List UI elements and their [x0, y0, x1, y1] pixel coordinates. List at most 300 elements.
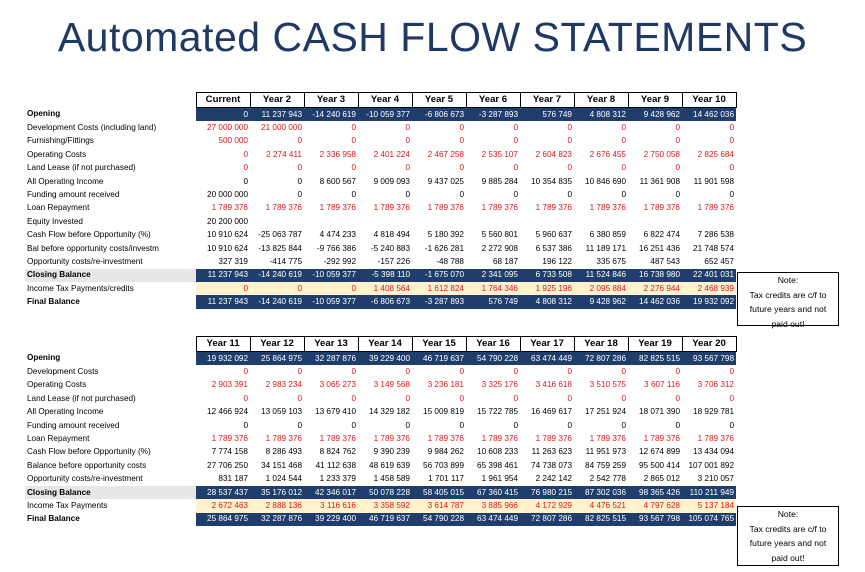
value-cell: 0 [729, 367, 734, 377]
value-cell: 10 910 624 [207, 243, 248, 253]
header-blank-cell [25, 337, 196, 352]
value-cell: 2 468 939 [682, 282, 736, 295]
row-label: Loan Repayment [27, 434, 90, 444]
value-cell: -14 240 619 [250, 269, 304, 282]
row-label: All Operating Income [27, 176, 104, 186]
value-cell: 11 524 846 [574, 269, 628, 282]
value-cell: 0 [675, 420, 680, 430]
value-cell: 16 469 617 [531, 407, 572, 417]
value-cell: 39 229 400 [304, 513, 358, 526]
row-label: All Operating Income [27, 407, 104, 417]
value-cell [358, 215, 412, 228]
value-cell: 11 361 908 [639, 176, 680, 186]
value-cell: 1 925 196 [520, 282, 574, 295]
value-cell: -13 825 844 [258, 243, 302, 253]
value-cell: 76 980 215 [520, 486, 574, 499]
value-cell: 2 542 778 [589, 474, 626, 484]
value-cell: 0 [405, 163, 410, 173]
value-cell: 32 287 876 [250, 513, 304, 526]
value-cell: 1 789 376 [535, 203, 572, 213]
value-cell: 50 078 228 [358, 486, 412, 499]
value-cell: 6 733 508 [520, 269, 574, 282]
value-cell: 11 263 623 [531, 447, 572, 457]
value-cell: 46 719 637 [358, 513, 412, 526]
table-row [25, 282, 736, 295]
value-cell: -25 063 787 [258, 230, 302, 240]
value-cell: 0 [621, 420, 626, 430]
value-cell: 2 272 908 [481, 243, 518, 253]
value-cell: 72 807 286 [574, 352, 628, 366]
table-row [25, 446, 736, 459]
value-cell: 16 251 436 [639, 243, 680, 253]
row-label: Cash Flow before Opportunity (%) [27, 230, 151, 240]
value-cell: -6 806 673 [358, 295, 412, 308]
header-blank-cell [25, 93, 196, 108]
year-header: Year 12 [250, 337, 304, 352]
value-cell: 17 251 924 [585, 407, 626, 417]
value-cell: 4 172 929 [520, 499, 574, 512]
year-header: Year 5 [412, 93, 466, 108]
row-label: Final Balance [27, 297, 80, 307]
value-cell: 0 [513, 393, 518, 403]
value-cell: 4 476 521 [574, 499, 628, 512]
row-label: Development Costs (including land) [27, 123, 157, 133]
value-cell: 3 885 966 [466, 499, 520, 512]
value-cell: 0 [621, 393, 626, 403]
value-cell: 196 122 [542, 256, 572, 266]
value-cell: 2 095 884 [574, 282, 628, 295]
table-row [25, 459, 736, 472]
value-cell: 1 789 376 [319, 434, 356, 444]
value-cell: 2 676 455 [589, 149, 626, 159]
value-cell: 0 [513, 420, 518, 430]
value-cell: 0 [459, 367, 464, 377]
value-cell: 0 [567, 190, 572, 200]
value-cell: 15 009 819 [423, 407, 464, 417]
value-cell: 14 462 036 [628, 295, 682, 308]
value-cell: 3 116 616 [304, 499, 358, 512]
value-cell: 0 [567, 163, 572, 173]
value-cell: 0 [567, 393, 572, 403]
value-cell: 5 960 637 [535, 230, 572, 240]
value-cell: 2 983 234 [265, 380, 302, 390]
value-cell: 1 789 376 [319, 203, 356, 213]
value-cell: 1 789 376 [535, 434, 572, 444]
value-cell: 1 789 376 [265, 434, 302, 444]
value-cell: -6 806 673 [412, 108, 466, 122]
value-cell: 0 [729, 190, 734, 200]
value-cell: 3 706 312 [697, 380, 734, 390]
value-cell: 11 951 973 [585, 447, 626, 457]
value-cell: 0 [621, 123, 626, 133]
table-row [25, 162, 736, 175]
value-cell: 0 [675, 367, 680, 377]
value-cell: 1 408 564 [358, 282, 412, 295]
value-cell: 3 358 592 [358, 499, 412, 512]
value-cell: 3 236 181 [427, 380, 464, 390]
value-cell: 1 701 117 [428, 474, 464, 484]
value-cell: 1 789 376 [589, 203, 626, 213]
table-row [25, 295, 736, 308]
value-cell: 3 510 575 [589, 380, 626, 390]
value-cell: 1 458 589 [373, 474, 410, 484]
year-header: Year 7 [520, 93, 574, 108]
year-header: Year 8 [574, 93, 628, 108]
value-cell: 2 672 463 [196, 499, 250, 512]
value-cell: 3 614 787 [412, 499, 466, 512]
value-cell: 11 237 943 [196, 269, 250, 282]
value-cell: 7 286 538 [697, 230, 734, 240]
table-row [25, 269, 736, 282]
value-cell: 4 818 494 [373, 230, 410, 240]
value-cell: 0 [405, 367, 410, 377]
value-cell: 6 822 474 [643, 230, 680, 240]
row-label: Income Tax Payments/credits [27, 283, 134, 293]
row-label: Opening [27, 353, 61, 363]
cash-flow-table-years-11-20 [25, 336, 737, 526]
year-header: Year 20 [682, 337, 736, 352]
value-cell: 84 759 259 [585, 460, 626, 470]
year-header: Year 16 [466, 337, 520, 352]
value-cell: 10 910 624 [207, 230, 248, 240]
value-cell: -48 788 [436, 256, 464, 266]
year-header: Year 11 [196, 337, 250, 352]
value-cell: 3 149 568 [373, 380, 410, 390]
value-cell [682, 215, 736, 228]
value-cell: 0 [351, 420, 356, 430]
value-cell: 95 500 414 [639, 460, 680, 470]
row-label: Land Lease (if not purchased) [27, 393, 136, 403]
value-cell: 20 200 000 [207, 216, 248, 226]
year-header: Year 6 [466, 93, 520, 108]
value-cell: 1 789 376 [481, 203, 518, 213]
year-header: Year 4 [358, 93, 412, 108]
note-line: Tax credits are c/f to [749, 523, 827, 534]
value-cell: 0 [243, 367, 248, 377]
value-cell: 0 [297, 393, 302, 403]
table-row [25, 255, 736, 268]
value-cell: 0 [405, 420, 410, 430]
value-cell: 0 [513, 136, 518, 146]
value-cell [520, 215, 574, 228]
year-header: Year 19 [628, 337, 682, 352]
value-cell: 5 560 801 [481, 230, 518, 240]
value-cell: 22 401 031 [682, 269, 736, 282]
row-label: Operating Costs [27, 380, 87, 390]
note-line: Tax credits are c/f to [749, 289, 827, 300]
value-cell: 16 738 980 [628, 269, 682, 282]
value-cell: 1 789 376 [643, 203, 680, 213]
row-label: Bal before opportunity costs/investm [27, 243, 159, 253]
value-cell: 46 719 637 [412, 352, 466, 366]
value-cell: 1 789 376 [211, 203, 248, 213]
value-cell [628, 215, 682, 228]
value-cell: 0 [304, 282, 358, 295]
tax-note-bottom [737, 506, 839, 566]
value-cell: 0 [459, 123, 464, 133]
row-label: Furnishing/Fittings [27, 136, 94, 146]
value-cell: -14 240 619 [304, 108, 358, 122]
value-cell: 1 789 376 [427, 203, 464, 213]
value-cell: 0 [675, 123, 680, 133]
value-cell: -5 398 110 [358, 269, 412, 282]
row-label: Operating Costs [27, 149, 87, 159]
table-row [25, 486, 736, 499]
value-cell: 0 [243, 393, 248, 403]
value-cell: 10 354 835 [531, 176, 572, 186]
value-cell: 93 567 798 [628, 513, 682, 526]
cash-flow-table-years-1-10 [25, 92, 737, 309]
value-cell [304, 215, 358, 228]
value-cell: 11 237 943 [196, 295, 250, 308]
value-cell: 8 824 762 [319, 447, 356, 457]
value-cell: 327 319 [218, 256, 248, 266]
table-row [25, 379, 736, 392]
value-cell: 487 543 [650, 256, 680, 266]
value-cell: 0 [513, 190, 518, 200]
value-cell: 1 024 544 [265, 474, 302, 484]
value-cell: 8 286 493 [265, 447, 302, 457]
value-cell: 2 903 391 [211, 380, 248, 390]
value-cell: 0 [297, 163, 302, 173]
value-cell: 5 137 184 [682, 499, 736, 512]
row-label: Opportunity costs/re-investment [27, 474, 143, 484]
value-cell: 4 808 312 [574, 108, 628, 122]
value-cell: 4 808 312 [520, 295, 574, 308]
year-header-row [25, 93, 736, 108]
value-cell: 65 398 461 [477, 460, 518, 470]
value-cell: 68 187 [492, 256, 518, 266]
value-cell: 0 [196, 108, 250, 122]
value-cell: 63 474 449 [466, 513, 520, 526]
table-row [25, 499, 736, 512]
row-label: Opening [27, 109, 61, 119]
value-cell: -1 675 070 [412, 269, 466, 282]
year-header: Year 2 [250, 93, 304, 108]
value-cell: 11 237 943 [250, 108, 304, 122]
value-cell: 0 [405, 123, 410, 133]
value-cell: 21 000 000 [261, 123, 302, 133]
value-cell: 3 607 116 [644, 380, 680, 390]
value-cell: 0 [459, 393, 464, 403]
value-cell: 0 [351, 163, 356, 173]
value-cell: 8 600 567 [319, 176, 356, 186]
value-cell: -10 059 377 [358, 108, 412, 122]
table-row [25, 513, 736, 526]
value-cell: 0 [621, 367, 626, 377]
table-row [25, 352, 736, 366]
value-cell: 18 929 781 [693, 407, 734, 417]
value-cell: 0 [729, 123, 734, 133]
row-label: Land Lease (if not purchased) [27, 163, 136, 173]
value-cell: 0 [621, 163, 626, 173]
value-cell: 3 325 176 [481, 380, 518, 390]
table-row [25, 406, 736, 419]
value-cell: 56 703 899 [423, 460, 464, 470]
value-cell: 0 [729, 393, 734, 403]
value-cell: 1 789 376 [481, 434, 518, 444]
note-heading: Note: [777, 509, 799, 519]
year-header: Year 9 [628, 93, 682, 108]
value-cell: 105 074 765 [682, 513, 736, 526]
value-cell: 58 405 015 [412, 486, 466, 499]
value-cell: 19 932 092 [682, 295, 736, 308]
value-cell: 11 901 598 [693, 176, 734, 186]
value-cell: 831 187 [218, 474, 248, 484]
value-cell: 4 474 233 [319, 230, 356, 240]
value-cell: -3 287 893 [466, 108, 520, 122]
value-cell: 63 474 449 [520, 352, 574, 366]
value-cell: 0 [459, 163, 464, 173]
value-cell: 14 329 182 [369, 407, 410, 417]
page-title: Automated CASH FLOW STATEMENTS [57, 14, 808, 60]
value-cell: 2 825 684 [697, 149, 734, 159]
table-row [25, 365, 736, 378]
value-cell: 2 467 258 [427, 149, 464, 159]
value-cell: 3 065 273 [319, 380, 356, 390]
value-cell: 9 885 284 [481, 176, 518, 186]
value-cell [466, 215, 520, 228]
value-cell: 67 360 415 [466, 486, 520, 499]
value-cell: 500 000 [218, 136, 248, 146]
value-cell: 1 789 376 [373, 434, 410, 444]
note-line: paid out! [771, 318, 805, 329]
value-cell: -9 766 386 [316, 243, 356, 253]
value-cell: 10 608 233 [477, 447, 518, 457]
value-cell: 0 [513, 123, 518, 133]
value-cell: 0 [351, 393, 356, 403]
value-cell: 27 000 000 [207, 123, 248, 133]
value-cell: 93 567 798 [682, 352, 736, 366]
value-cell: 4 797 628 [628, 499, 682, 512]
value-cell: 0 [567, 136, 572, 146]
value-cell: 1 789 376 [697, 434, 734, 444]
value-cell: 28 537 437 [196, 486, 250, 499]
year-header: Year 3 [304, 93, 358, 108]
value-cell: 9 984 262 [427, 447, 464, 457]
value-cell: -1 626 281 [424, 243, 464, 253]
table-row [25, 215, 736, 228]
value-cell: 0 [459, 190, 464, 200]
value-cell: 54 790 228 [412, 513, 466, 526]
note-heading: Note: [777, 275, 799, 285]
value-cell: 35 176 012 [250, 486, 304, 499]
value-cell: -3 287 893 [412, 295, 466, 308]
value-cell: 0 [675, 393, 680, 403]
value-cell: 0 [243, 176, 248, 186]
value-cell: 25 864 975 [250, 352, 304, 366]
value-cell: 0 [405, 393, 410, 403]
value-cell: 9 428 962 [574, 295, 628, 308]
value-cell: 2 750 058 [643, 149, 680, 159]
value-cell: 82 825 515 [574, 513, 628, 526]
row-label: Funding amount received [27, 190, 120, 200]
table-row [25, 419, 736, 432]
value-cell: 72 807 286 [520, 513, 574, 526]
value-cell: 110 211 949 [682, 486, 736, 499]
value-cell [574, 215, 628, 228]
value-cell: 0 [351, 136, 356, 146]
value-cell: 1 789 376 [697, 203, 734, 213]
value-cell: 14 462 036 [682, 108, 736, 122]
row-label: Closing Balance [25, 269, 196, 282]
value-cell: 0 [567, 367, 572, 377]
value-cell: -292 992 [323, 256, 356, 266]
value-cell: 0 [729, 420, 734, 430]
value-cell: 20 000 000 [207, 190, 248, 200]
value-cell: 0 [675, 136, 680, 146]
value-cell: 7 774 158 [211, 447, 248, 457]
value-cell: 21 748 574 [693, 243, 734, 253]
table-row [25, 148, 736, 161]
value-cell: 0 [567, 123, 572, 133]
value-cell: -14 240 619 [250, 295, 304, 308]
value-cell: 2 401 224 [373, 149, 410, 159]
value-cell [250, 215, 304, 228]
table-row [25, 473, 736, 486]
value-cell: 107 001 892 [688, 460, 734, 470]
value-cell: 0 [250, 282, 304, 295]
value-cell: 1 961 954 [481, 474, 518, 484]
table-row [25, 392, 736, 405]
value-cell: 335 675 [596, 256, 626, 266]
value-cell: 25 864 975 [196, 513, 250, 526]
value-cell: 0 [351, 123, 356, 133]
value-cell: 6 380 859 [589, 230, 626, 240]
value-cell: 13 434 094 [693, 447, 734, 457]
value-cell: 0 [405, 136, 410, 146]
value-cell: 3 210 057 [697, 474, 734, 484]
value-cell: 39 229 400 [358, 352, 412, 366]
table-row [25, 229, 736, 242]
value-cell [412, 215, 466, 228]
table-row [25, 135, 736, 148]
value-cell: 2 535 107 [481, 149, 518, 159]
value-cell: 0 [567, 420, 572, 430]
value-cell: 0 [459, 136, 464, 146]
value-cell: 1 789 376 [643, 434, 680, 444]
value-cell: 0 [297, 176, 302, 186]
year-header-row [25, 337, 736, 352]
value-cell: -157 226 [377, 256, 410, 266]
year-header: Current [196, 93, 250, 108]
value-cell: 1 789 376 [427, 434, 464, 444]
value-cell: 0 [729, 163, 734, 173]
value-cell: 12 466 924 [207, 407, 248, 417]
value-cell: 1 789 376 [373, 203, 410, 213]
value-cell: 0 [196, 282, 250, 295]
value-cell: 2 888 136 [250, 499, 304, 512]
value-cell: 9 390 239 [373, 447, 410, 457]
table-row [25, 202, 736, 215]
value-cell: 34 151 468 [261, 460, 302, 470]
value-cell: 1 789 376 [265, 203, 302, 213]
value-cell: 98 365 426 [628, 486, 682, 499]
value-cell: 0 [351, 190, 356, 200]
row-label: Equity Invested [27, 216, 83, 226]
value-cell: 12 674 899 [639, 447, 680, 457]
value-cell: 1 789 376 [589, 434, 626, 444]
value-cell: 1 233 379 [319, 474, 356, 484]
value-cell: 13 679 410 [315, 407, 356, 417]
row-label: Income Tax Payments [27, 500, 108, 510]
value-cell: 9 009 093 [373, 176, 410, 186]
row-label: Final Balance [27, 514, 80, 524]
value-cell: 11 189 171 [585, 243, 626, 253]
value-cell: 0 [243, 420, 248, 430]
value-cell: 48 619 639 [369, 460, 410, 470]
value-cell: 0 [405, 190, 410, 200]
